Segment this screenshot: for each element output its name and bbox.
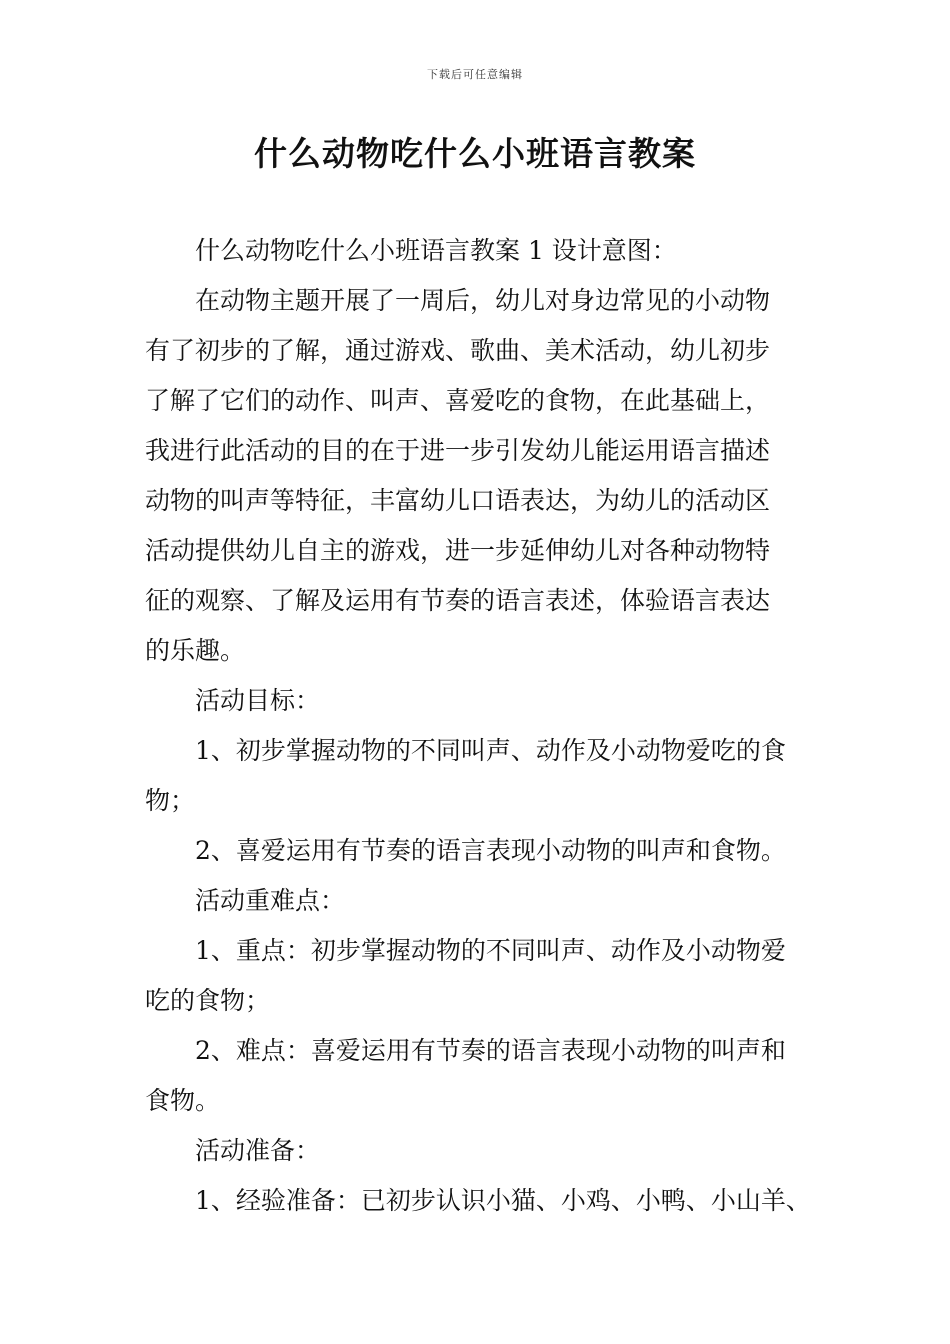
body-line: 活动提供幼儿自主的游戏，进一步延伸幼儿对各种动物特 xyxy=(145,536,771,565)
document-body xyxy=(145,226,810,1226)
body-line: 的乐趣。 xyxy=(145,636,246,665)
document-title: 什么动物吃什么小班语言教案 xyxy=(254,134,696,173)
header-note: 下载后可任意编辑 xyxy=(427,68,523,81)
body-line: 1、初步掌握动物的不同叫声、动作及小动物爱吃的食 xyxy=(195,736,786,765)
body-line: 在动物主题开展了一周后，幼儿对身边常见的小动物 xyxy=(195,286,771,315)
body-line: 吃的食物； xyxy=(145,986,271,1015)
body-line: 了解了它们的动作、叫声、喜爱吃的食物，在此基础上， xyxy=(145,386,771,415)
body-line: 有了初步的了解，通过游戏、歌曲、美术活动，幼儿初步 xyxy=(145,336,771,365)
body-line: 活动重难点： xyxy=(195,886,346,915)
body-line: 1、经验准备：已初步认识小猫、小鸡、小鸭、小山羊、 xyxy=(195,1186,811,1215)
body-line: 动物的叫声等特征，丰富幼儿口语表达，为幼儿的活动区 xyxy=(145,486,771,515)
body-line: 什么动物吃什么小班语言教案 1 设计意图： xyxy=(195,236,677,265)
body-line: 活动目标： xyxy=(195,686,321,715)
body-line: 1、重点：初步掌握动物的不同叫声、动作及小动物爱 xyxy=(195,936,786,965)
body-line: 我进行此活动的目的在于进一步引发幼儿能运用语言描述 xyxy=(145,436,771,465)
body-line: 征的观察、了解及运用有节奏的语言表述，体验语言表达 xyxy=(145,586,771,615)
body-line: 2、难点：喜爱运用有节奏的语言表现小动物的叫声和 xyxy=(195,1036,786,1065)
body-line: 物； xyxy=(145,786,196,815)
body-line: 活动准备： xyxy=(195,1136,321,1165)
body-line: 2、喜爱运用有节奏的语言表现小动物的叫声和食物。 xyxy=(195,836,786,865)
body-line: 食物。 xyxy=(145,1086,221,1115)
